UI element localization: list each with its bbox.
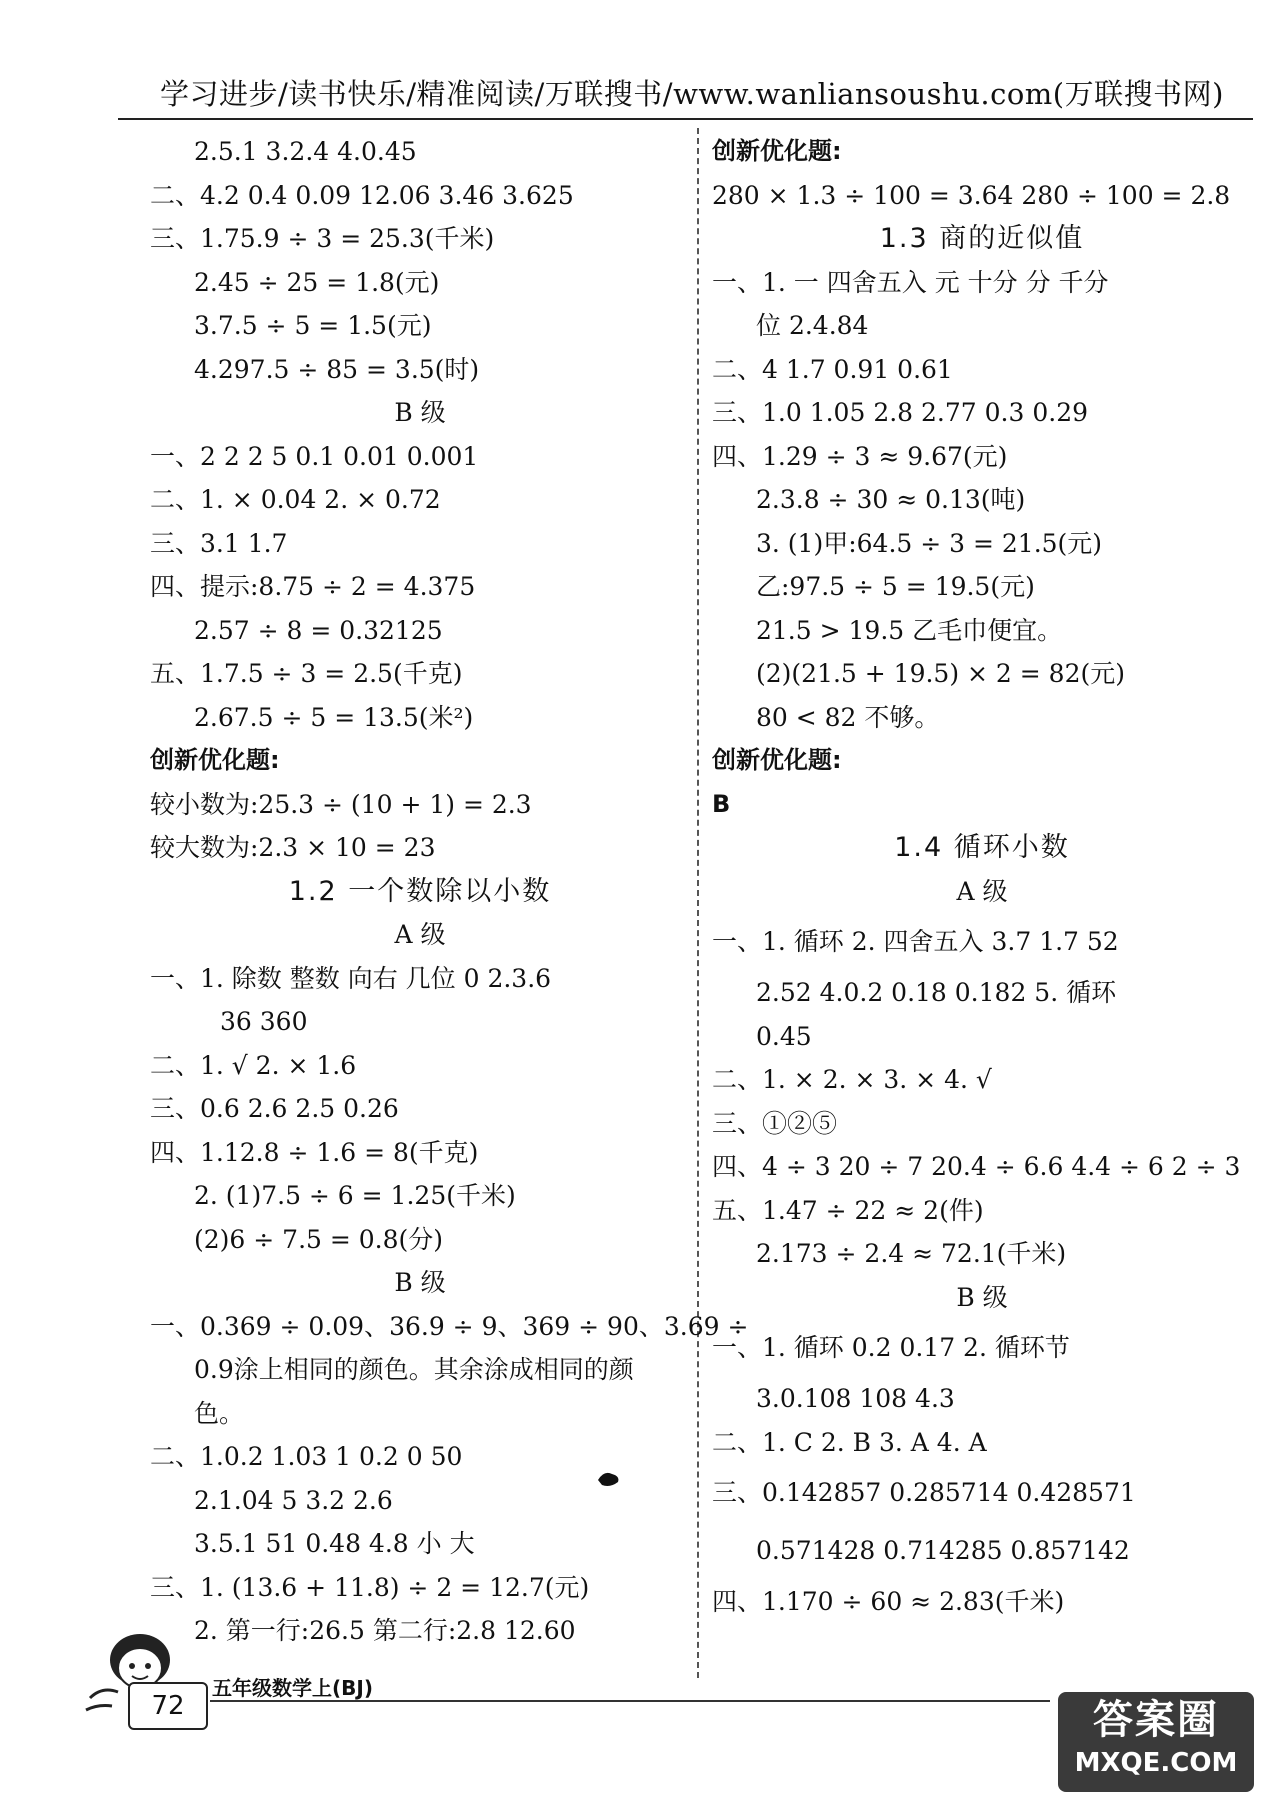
answer-line: 四、1.12.8 ÷ 1.6 = 8(千克) [150,1137,479,1167]
answer-line: 0.9涂上相同的颜色。其余涂成相同的颜 [194,1355,634,1384]
answer-line: 五、1.47 ÷ 22 ≈ 2(件) [712,1195,984,1225]
answer-line: 21.5 > 19.5 乙毛巾便宜。 [756,615,1063,645]
answer-line: 0.571428 0.714285 0.857142 [756,1536,1130,1565]
ink-blot-icon [596,1470,622,1488]
watermark-title: 答案圈 [1093,1697,1219,1743]
answer-line: 五、1.7.5 ÷ 3 = 2.5(千克) [150,659,463,688]
answer-line: 一、1. 除数 整数 向右 几位 0 2.3.6 [150,963,552,993]
answer-line: B [712,789,731,818]
innovation-heading: 创新优化题: [150,746,280,774]
level-heading: A 级 [394,920,446,949]
answer-line: 位 2.4.84 [756,311,869,340]
answer-line: 2.67.5 ÷ 5 = 13.5(米²) [194,702,474,732]
header-rule [118,118,1253,120]
answer-line: 色。 [194,1398,245,1428]
section-heading: 1.4 循环小数 [894,832,1070,863]
answer-line: 三、1.75.9 ÷ 3 = 25.3(千米) [150,224,495,253]
page-header: 学习进步/读书快乐/精准阅读/万联搜书/www.wanliansoushu.com(万联搜书网) [160,77,1224,111]
left-column [150,130,749,1653]
answer-line: 四、1.170 ÷ 60 ≈ 2.83(千米) [712,1587,1065,1616]
answer-line: 三、1. (13.6 + 11.8) ÷ 2 = 12.7(元) [150,1572,590,1602]
answer-line: 四、4 ÷ 3 20 ÷ 7 20.4 ÷ 6.6 4.4 ÷ 6 2 ÷ 3 [712,1152,1241,1181]
answer-line: 二、4.2 0.4 0.09 12.06 3.46 3.625 [150,180,574,210]
answer-line: 二、1. √ 2. × 1.6 [150,1050,357,1080]
answer-line: 乙:97.5 ÷ 5 = 19.5(元) [756,572,1035,601]
answer-line: 2. (1)7.5 ÷ 6 = 1.25(千米) [194,1181,516,1210]
answer-line: (2)(21.5 + 19.5) × 2 = 82(元) [756,659,1125,688]
section-heading: 1.2 一个数除以小数 [288,875,552,907]
answer-line: 0.45 [756,1021,812,1051]
answer-line: 2. 第一行:26.5 第二行:2.8 12.60 [194,1616,576,1645]
answer-line: 一、0.369 ÷ 0.09、36.9 ÷ 9、369 ÷ 90、3.69 ÷ [150,1311,749,1341]
answer-line: 四、提示:8.75 ÷ 2 = 4.375 [150,572,476,601]
level-heading: B 级 [394,398,446,427]
watermark-logo [1058,1692,1254,1792]
level-heading: B 级 [956,1282,1008,1312]
answer-line: 80 < 82 不够。 [756,702,940,732]
footer-rule [210,1700,1050,1702]
answer-line: 一、1. 循环 2. 四舍五入 3.7 1.7 52 [712,927,1119,956]
innovation-heading: 创新优化题: [712,137,842,165]
answer-line: 三、3.1 1.7 [150,528,288,558]
answer-line: 三、0.6 2.6 2.5 0.26 [150,1094,399,1123]
answer-line: 三、0.142857 0.285714 0.428571 [712,1478,1136,1507]
innovation-heading: 创新优化题: [712,746,842,774]
watermark-domain: MXQE.COM [1074,1748,1238,1778]
answer-line: 3.0.108 108 4.3 [756,1384,955,1413]
answer-line: 2.173 ÷ 2.4 ≈ 72.1(千米) [756,1239,1067,1268]
answer-line: 二、4 1.7 0.91 0.61 [712,354,953,384]
page-number: 72 [128,1682,208,1730]
section-heading: 1.3 商的近似值 [879,223,1085,254]
answer-line: 2.1.04 5 3.2 2.6 [194,1485,393,1515]
answer-line: 四、1.29 ÷ 3 ≈ 9.67(元) [712,441,1008,471]
answer-line: 一、1. 一 四舍五入 元 十分 分 千分 [712,267,1109,297]
answer-line: 2.5.1 3.2.4 4.0.45 [194,137,417,166]
answer-line: 一、2 2 2 5 0.1 0.01 0.001 [150,441,479,471]
level-heading: A 级 [956,876,1008,906]
column-divider [697,128,699,1678]
answer-line: 3. (1)甲:64.5 ÷ 3 = 21.5(元) [756,528,1103,558]
answer-line: (2)6 ÷ 7.5 = 0.8(分) [194,1224,444,1254]
answer-line: 二、1. C 2. B 3. A 4. A [712,1427,987,1457]
level-heading: B 级 [394,1268,446,1297]
answer-line: 3.7.5 ÷ 5 = 1.5(元) [194,311,432,340]
answer-line: 二、1. × 2. × 3. × 4. √ [712,1065,992,1094]
answer-line: 2.52 4.0.2 0.18 0.182 5. 循环 [756,978,1117,1007]
answer-line: 2.57 ÷ 8 = 0.32125 [194,615,443,645]
answer-line: 280 × 1.3 ÷ 100 = 3.64 280 ÷ 100 = 2.8 [712,180,1231,210]
answer-line: 2.45 ÷ 25 = 1.8(元) [194,267,440,297]
answer-line: 三、①②⑤ [712,1108,838,1138]
answer-line: 一、1. 循环 0.2 0.17 2. 循环节 [712,1333,1070,1362]
right-column [712,130,1252,1624]
answer-line: 三、1.0 1.05 2.8 2.77 0.3 0.29 [712,398,1089,427]
answer-line: 2.3.8 ÷ 30 ≈ 0.13(吨) [756,485,1026,514]
book-label: 五年级数学上(BJ) [212,1676,373,1700]
answer-line: 3.5.1 51 0.48 4.8 小 大 [194,1529,475,1558]
answer-line: 二、1.0.2 1.03 1 0.2 0 50 [150,1442,463,1471]
answer-line: 较大数为:2.3 × 10 = 23 [150,833,436,862]
answer-line: 36 360 [220,1007,308,1036]
answer-line: 较小数为:25.3 ÷ (10 + 1) = 2.3 [150,789,532,819]
answer-line: 二、1. × 0.04 2. × 0.72 [150,485,441,514]
answer-line: 4.297.5 ÷ 85 = 3.5(时) [194,354,480,384]
